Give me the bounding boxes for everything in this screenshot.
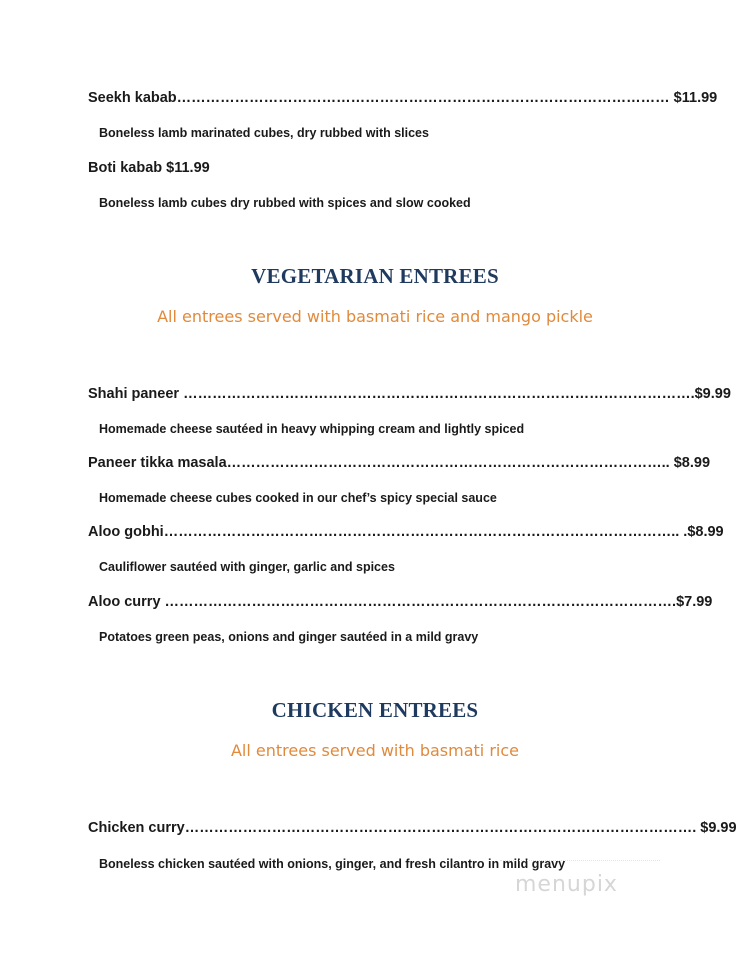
menu-item-shahi-paneer: Shahi paneer …………………………………………………………………………………………….$9.99 xyxy=(88,386,731,402)
menu-item-description: Boneless chicken sautéed with onions, ginger, and fresh cilantro in mild gravy xyxy=(99,857,566,871)
section-title-vegetarian: VEGETARIAN ENTREES xyxy=(251,264,499,288)
divider xyxy=(500,860,660,861)
section-subtitle-vegetarian: All entrees served with basmati rice and mango pickle xyxy=(157,307,593,326)
menu-item-description: Homemade cheese sautéed in heavy whipping cream and lightly spiced xyxy=(99,422,525,436)
menu-item-boti-kabab: Boti kabab $11.99 xyxy=(88,160,210,176)
section-title-chicken: CHICKEN ENTREES xyxy=(271,698,479,722)
menu-item-description: Cauliflower sautéed with ginger, garlic and spices xyxy=(99,560,395,574)
watermark-logo: menupix xyxy=(515,872,618,897)
menu-item-chicken-curry: Chicken curry……………………………………………………………………………………………. $9.99 xyxy=(88,820,737,836)
menu-item-aloo-curry: Aloo curry …………………………………………………………………………………………….$7.99 xyxy=(88,594,713,610)
menu-item-description: Potatoes green peas, onions and ginger sautéed in a mild gravy xyxy=(99,630,479,644)
section-subtitle-chicken: All entrees served with basmati rice xyxy=(230,741,519,760)
menu-item-seekh-kabab: Seekh kabab………………………………………………………………………………………… $11.99 xyxy=(88,90,718,106)
menu-item-aloo-gobhi: Aloo gobhi…………………………………………………………………………………………….. .$8.99 xyxy=(88,524,724,540)
menu-item-description: Boneless lamb marinated cubes, dry rubbed with slices xyxy=(99,126,429,140)
menu-item-description: Homemade cheese cubes cooked in our chef’s spicy special sauce xyxy=(99,491,497,505)
menu-item-description: Boneless lamb cubes dry rubbed with spices and slow cooked xyxy=(99,196,471,210)
menu-item-paneer-tikka-masala: Paneer tikka masala……………………………………………………………………………….. $8.99 xyxy=(88,455,711,471)
